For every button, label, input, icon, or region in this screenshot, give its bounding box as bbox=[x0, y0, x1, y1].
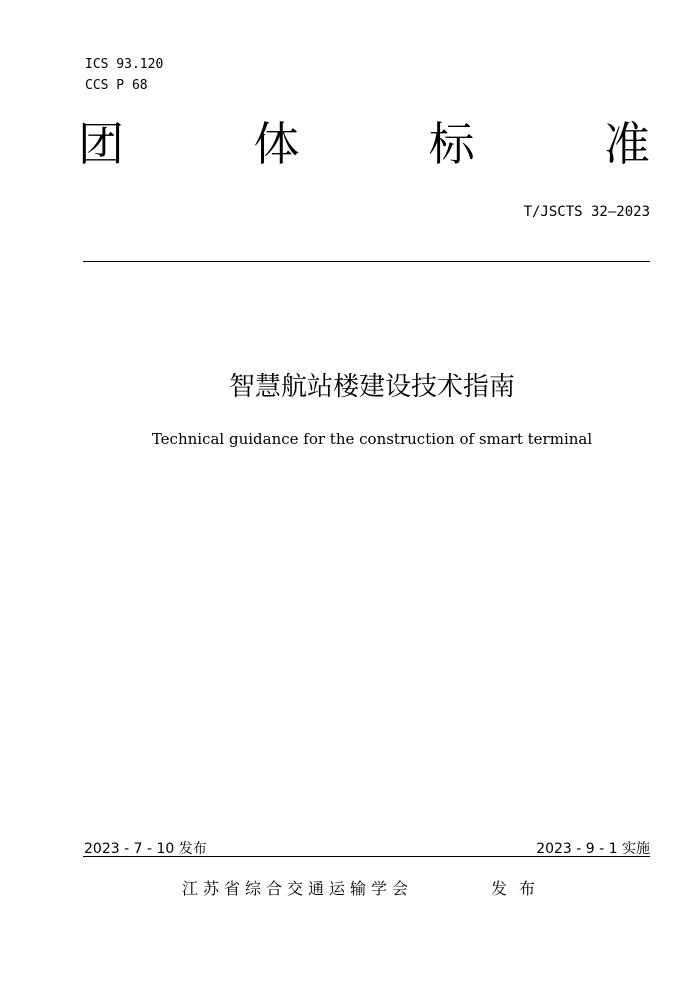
publisher-name: 江苏省综合交通运输学会 bbox=[182, 879, 414, 898]
standard-type-char-2: 体 bbox=[253, 117, 300, 171]
ccs-code: CCS P 68 bbox=[85, 78, 148, 93]
standard-type-title bbox=[78, 116, 650, 172]
top-divider bbox=[83, 261, 650, 262]
english-title: Technical guidance for the construction of smart terminal bbox=[151, 430, 593, 448]
classification-codes bbox=[85, 54, 163, 96]
standard-type-char-3: 标 bbox=[428, 117, 475, 171]
issue-date: 2023 - 7 - 10 发布 bbox=[84, 841, 207, 857]
chinese-title: 智慧航站楼建设技术指南 bbox=[228, 372, 515, 402]
standard-type-char-4: 准 bbox=[603, 117, 650, 171]
standard-type-char-1: 团 bbox=[78, 117, 124, 171]
publish-label: 发布 bbox=[491, 879, 548, 898]
bottom-divider bbox=[83, 856, 650, 857]
ics-code: ICS 93.120 bbox=[85, 57, 164, 72]
implementation-date: 2023 - 9 - 1 实施 bbox=[536, 841, 650, 857]
standard-number: T/JSCTS 32—2023 bbox=[523, 204, 650, 220]
